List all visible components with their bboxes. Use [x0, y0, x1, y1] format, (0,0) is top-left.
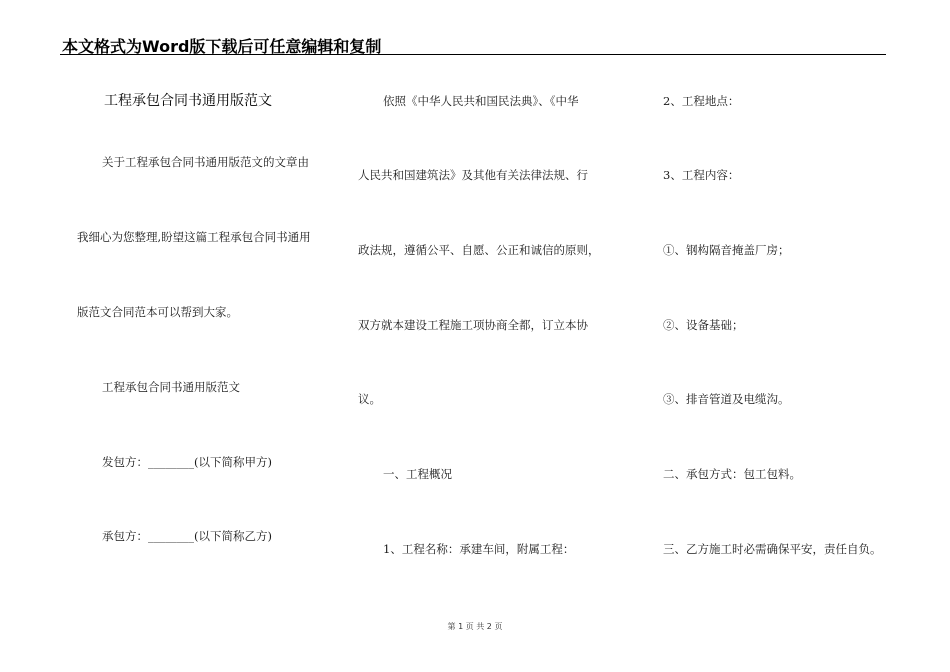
item-3-project-content: 3、工程内容：	[663, 168, 740, 182]
party-b-line: 承包方：________(以下简称乙方)	[102, 529, 272, 543]
document-title: 工程承包合同书通用版范文	[104, 93, 272, 109]
section-heading-3: 三、乙方施工时必需确保平安，责任自负。	[663, 542, 882, 556]
intro-line-2: 我细心为您整理,盼望这篇工程承包合同书通用	[77, 230, 311, 244]
section-heading-2: 二、承包方式：包工包料。	[663, 467, 801, 481]
body-line-4: 双方就本建设工程施工项协商全都，订立本协	[358, 318, 588, 332]
subtitle: 工程承包合同书通用版范文	[102, 380, 240, 394]
intro-line-3: 版范文合同范本可以帮到大家。	[77, 305, 238, 319]
sub-item-3: ③、排音管道及电缆沟。	[663, 392, 790, 406]
body-line-2: 人民共和国建筑法》及其他有关法律法规、行	[358, 168, 588, 182]
intro-line-1: 关于工程承包合同书通用版范文的文章由	[102, 155, 309, 169]
header-divider	[60, 54, 886, 55]
item-1-project-name: 1、工程名称：承建车间，附属工程：	[383, 542, 575, 556]
page-number: 第 1 页 共 2 页	[447, 622, 503, 631]
body-line-1: 依照《中华人民共和国民法典》、《中华	[383, 94, 579, 108]
section-heading-1: 一、工程概况	[383, 467, 452, 481]
sub-item-1: ①、钢构隔音掩盖厂房；	[663, 243, 790, 257]
item-2-project-location: 2、工程地点：	[663, 94, 740, 108]
body-line-3: 政法规，遵循公平、自愿、公正和诚信的原则，	[358, 243, 600, 257]
header-title: 本文格式为Word版下载后可任意编辑和复制	[62, 37, 382, 56]
body-line-5: 议。	[358, 392, 381, 406]
party-a-line: 发包方：________(以下简称甲方)	[102, 455, 272, 469]
sub-item-2: ②、设备基础；	[663, 318, 744, 332]
